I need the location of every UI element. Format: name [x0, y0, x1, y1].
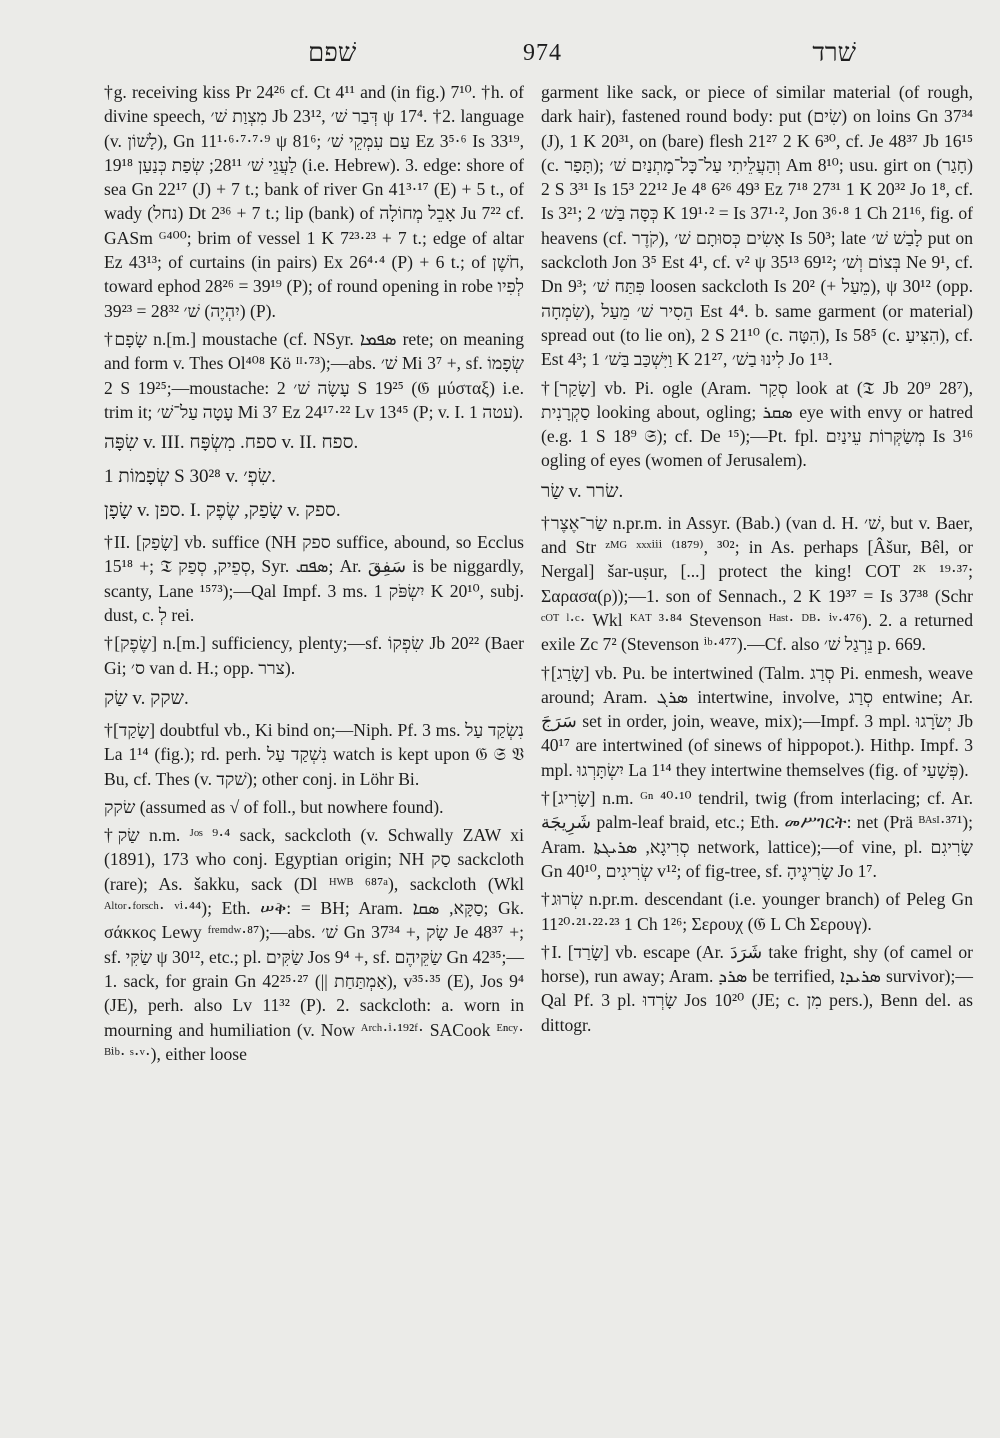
entry-sackcloth-continued: garment like sack, or piece of similar material (of rough, dark hair), fastened round body: put (שִׂים) on loins Gn 37³⁴ (J), 1 K 20³¹, on (bare) flesh 21²⁷ 2 K 6³⁰, cf. Je 48³⁷ Jb 16¹⁵ (c. תָּפַר); וְהַעֲלֵיתִי עַל־כָּל־מָתְנַיִם שׁ׳ Am 8¹⁰; usu. girt on (חָגַר) 2 S 3³¹ Is 15³ 22¹² Je 4⁸ 6²⁶ 49³ Ez 7¹⁸ 27³¹ 1 K 20³² Jo 1⁸, cf. Is 3²¹; כְּסָּה בַּשׁ׳ 2 K 19¹·² = Is 37¹·², Jon 3⁶·⁸ 1 Ch 21¹⁶, fig. of heavens (cf. קֹדֶר), אָשִׂים כְּסוּתָם שׁ׳ Is 50³; late לָבַשׁ שׁ׳ put on sackcloth Jon 3⁵ Est 4¹, cf. v² ψ 35¹³ 69¹²; בְּצוֹם וְשׁ׳ Ne 9¹, cf. Dn 9³; פִּתַּח שׁ׳ loosen sackcloth Is 20² (+ מֵעַל), ψ 30¹² (opp. שִׂמְחָה), הֵסִיר שׁ׳ מֵעַל Est 4⁴. b. same garment (or material) spread out (to lie on), 2 S 21¹⁰ (c. הִטָּה), Is 58⁵ (c. הִצִּיעַ), cf. Est 4³; וַיִּשְׁכַּב בַּשׁ׳ 1 K 21²⁷, לִינוּ בַשׁ׳ Jo 1¹³.	[541, 82, 974, 370]
left-column	[104, 80, 524, 1070]
entry-lip-senses: †g. receiving kiss Pr 24²⁶ cf. Ct 4¹¹ and (in fig.) 7¹⁰. †h. of divine speech, מִצְוַת שׁ׳ Jb 23¹², דְּבַר שׁ׳ ψ 17⁴. †2. language (v. לָשׁוֹן), Gn 11¹·⁶·⁷·⁷·⁹ ψ 81⁶; עַם עִמְקֵי שׁ׳ Ez 3⁵·⁶ Is 33¹⁹, לַעֲגֵי שׁ׳ 28¹¹; שְׂפַת כְּנַעַן 19¹⁸ (i.e. Hebrew). 3. edge: shore of sea Gn 22¹⁷ (J) + 7 t.; bank of river Gn 41³·¹⁷ (E) + 5 t., of wady (נחל) Dt 2³⁶ + 7 t.; lip (bank) of אָבֵל מְחוֹלָה Ju 7²² cf. GASm ᴳ⁴⁰⁰; brim of vessel 1 K 7²³·²³ + 7 t.; edge of altar Ez 43¹³; of curtains (in pairs) Ex 26⁴·⁴ (P) + 6 t.; of חֹשֶׁן, toward ephod 28²⁶ = 39¹⁹ (P); of round opening in robe לְפִיו (יִהְיֶה) שׁ׳ 28³² = 39²³ (P).	[104, 82, 524, 321]
entry-serug: †שְׂרוּג n.pr.m. descendant (i.e. younger branch) of Peleg Gn 11²⁰·²¹·²²·²³ 1 Ch 1²⁶; Σερουχ (𝔊 L Ch Σερουγ).	[541, 889, 974, 934]
entry-cross-ref-spph: שִׂפָּה v. III. ספח. מִשְׂפָּח v. II. ספח.	[104, 432, 359, 454]
entry-escape: †I. [שָׂרַד] vb. escape (Ar. شَرَدَ take fright, shy (of camel or horse), run away; Aram. ܣܪܕ be terrified, ܣܪܝܕܐ survivor);—Qal Pf. 3 pl. שָׂרְדוּ Jos 10²⁰ (JE; c. מִן pers.), Benn del. as dittogr.	[541, 941, 974, 1035]
entry-ogle: †[שָׂקַר] vb. Pi. ogle (Aram. סְקַר look at (𝔗 Jb 20⁹ 28⁷), סַקְרָנִית looking about, ogling; ܣܩܪ eye with envy or hatred (e.g. 1 S 18⁹ 𝔖); cf. De ¹⁵);—Pt. fpl. מְשַׂקְּרוֹת עֵינַיִם Is 3¹⁶ ogling of eyes (women of Jerusalem).	[541, 377, 974, 471]
entry-sufficiency: †[שֶׂפֶק] n.[m.] sufficiency, plenty;—sf. שִׂפְקוֹ Jb 20²² (Baer Gi; ס׳ van d. H.; opp. צרר).	[104, 633, 524, 678]
entry-sackcloth: †שַׂק n.m. ᴶᵒˢ ⁹·⁴ sack, sackcloth (v. Schwally ZAW xi (1891), 173 who conj. Egyptian origin; NH סַק sackcloth (rare); As. šakku, sack (Dl ᴴᵂᴮ ⁶⁸⁷ᵃ), sackcloth (Wkl ᴬˡᵗᵒʳ·ᶠᵒʳˢᶜʰ· ᵛⁱ·⁴⁴); Eth. ሠቅ: = BH; Aram. סַקָּא, ܣܩܐ; Gk. σάκκος Lewy ᶠʳᵉᵐᵈʷ·⁸⁷);—abs. שׁ׳ Gn 37³⁴ +, שָׂק Je 48³⁷ +; sf. שַׂקִּי ψ 30¹², etc.; pl. שַׂקִּים Jos 9⁴ +, sf. שַׂקֵּיהֶם Gn 42³⁵;—1. sack, for grain Gn 42²⁵·²⁷ (|| אַמְתַּחַת), v³⁵·³⁵ (E), Jos 9⁴ (JE), perh. also Lv 11³² (P). 2. sackcloth: a. worn in mourning and humiliation (v. Now ᴬʳᶜʰ·ⁱ·¹⁹²ᶠ· SACook ᴱⁿᶜʸ· ᴮⁱᵇ· ˢ·ᵛ·), either loose	[104, 825, 525, 1064]
entry-intertwined: †[שָׂרַג] vb. Pu. be intertwined (Talm. סְרַג Pi. enmesh, weave around; Aram. ܣܪܓ intertwine, involve, סְרַג entwine; Ar. سَرَجَ set in order, join, weave, mix);—Impf. 3 mpl. יְשֹׂרָגוּ Jb 40¹⁷ are intertwined (of sinews of hippopot.). Hithp. Impf. 3 mpl. יִשְׂתָּרְגוּ La 1¹⁴ they intertwine themselves (fig. of פְּשָׁעַי).	[541, 662, 974, 780]
entry-cross-ref-sar: שַׂר v. שׂרר.	[541, 480, 624, 502]
page-header	[108, 38, 976, 70]
entry-moustache: †שָׂפָם n.[m.] moustache (cf. NSyr. ܣܦܡܐ rete; on meaning and form v. Thes Ol⁴⁰⁸ Kö ᴵᴵ·⁷³);—abs. שׁ׳ Mi 3⁷ +, sf. שְׂפָמוֹ 2 S 19²⁵;—moustache: עָשָׂה שׁ׳ 2 S 19²⁵ (𝔊 μύσταξ) i.e. trim it; עָטָה עַל־שׁ׳ Mi 3⁷ Ez 24¹⁷·²² Lv 13⁴⁵ (P; v. I. עטה 1).	[104, 328, 524, 422]
entry-suffice: †II. [שָׂפַק] vb. suffice (NH ספק suffice, abound, so Ecclus 15¹⁸ +; 𝔗 סְפֵיק, סְפַק, Syr. ܣܦܩ; Ar. سَفِقَ is be niggardly, scanty, Lane ¹⁵⁷³);—Qal Impf. 3 ms. יִשְׂפֹּק 1 K 20¹⁰, subj. dust, c. לְ rei.	[104, 532, 525, 626]
entry-cross-ref-saq: שַׂק v. שקק.	[104, 687, 189, 709]
entry-tendril: †[שָׂרִיג] n.m. ᴳⁿ ⁴⁰·¹⁰ tendril, twig (from interlacing; cf. Ar. شَرِيجَة palm-leaf braid, etc.; Eth. መሥገርት: net (Prä ᴮᴬˢᴵ·³⁷¹); Aram. סְרִיגָא, ܣܪܝܓܬܐ network, lattice);—of vine, pl. שָׂרִיגִם Gn 40¹⁰, שְׂרִיגִים v¹²; of fig-tree, sf. שָׂרִיגֶיהָ Jo 1⁷.	[541, 788, 973, 881]
entry-bind-on: †[שָׂקַד] doubtful vb., Ki bind on;—Niph. Pf. 3 ms. נִשְׂקַד עַל La 1¹⁴ (fig.); rd. perh. נִשְׁקַד עַל watch is kept upon 𝔊 𝔖 𝔙 Bu, cf. Thes (v. שׁקד); other conj. in Löhr Bi.	[104, 719, 525, 789]
entry-cross-ref-saphan: שָׂפָן v. ספן. I. שָׂפַק, שֶׂפֶק v. ספק.	[104, 500, 341, 522]
entry-sharezer: †שַׂר־אֶצֶר n.pr.m. in Assyr. (Bab.) (van d. H. שׁ׳, but v. Baer, and Str ᶻᴹᴳ ˣˣˣⁱⁱⁱ ⁽¹⁸⁷⁹⁾, ³⁰²; in As. perhaps [Âšur, Bêl, or Nergal] šar-uṣur, [...] protect the king! COT ²ᴷ ¹⁹·³⁷; Σαρασα(ρ));—1. son of Sennach., 2 K 19³⁷ = Is 37³⁸ (Schr ᶜᴼᵀ ˡ·ᶜ· Wkl ᴷᴬᵀ ³·⁸⁴ Stevenson ᴴᵃˢᵗ· ᴰᴮ· ⁱᵛ·⁴⁷⁶). 2. a returned exile Zc 7² (Stevenson ⁱᵇ·⁴⁷⁷).—Cf. also נֵרְגַל שׁ׳ p. 669.	[541, 512, 973, 655]
header-left-word: שׁפם	[308, 38, 357, 67]
entry-root-sqq: שׂקק (assumed as √ of foll., but nowhere found).	[104, 796, 444, 817]
header-right-word: שׁרד	[812, 38, 856, 67]
right-column	[541, 80, 973, 1041]
entry-cross-ref-sphamoth: שְׂפָמוֹת 1 S 30²⁸ v. שִׂפְ׳.	[104, 466, 276, 488]
page-number: 974	[523, 40, 562, 66]
